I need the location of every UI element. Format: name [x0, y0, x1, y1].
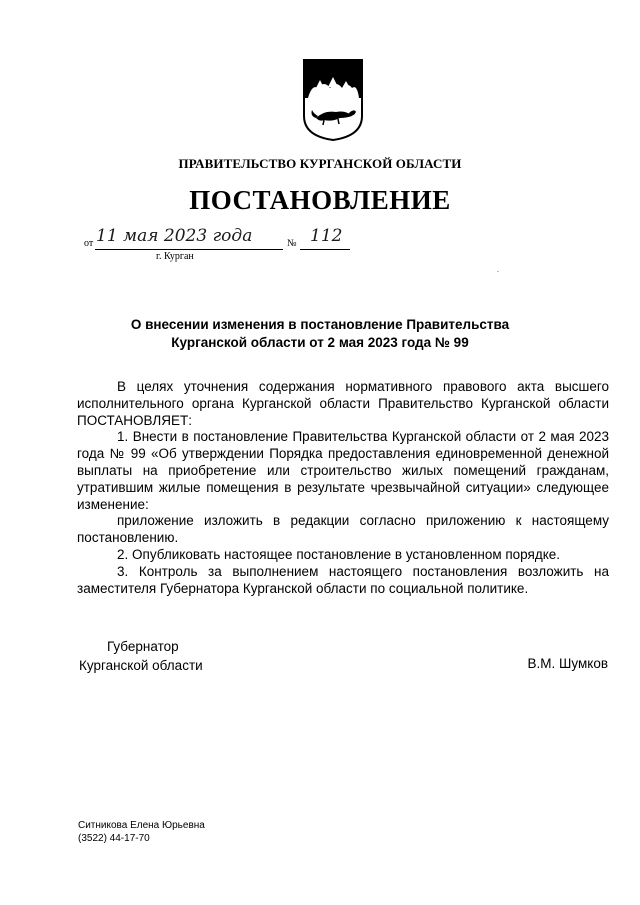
- clause-1-paragraph: 1. Внести в постановление Правительства Курганской области от 2 мая 2023 года № 99 «Об утверждении Порядка предоставления единовременной денежной выплаты на приобретение или строительство жилых помещений гражданам, утратившим жилые помещения в результате чрезвычайной ситуации» следующее изменение:: [77, 429, 609, 512]
- document-body: [77, 379, 609, 597]
- scan-speck: [497, 271, 499, 272]
- kurgan-oblast-coat-of-arms-icon: [302, 58, 364, 142]
- government-title: ПРАВИТЕЛЬСТВО КУРГАНСКОЙ ОБЛАСТИ: [178, 156, 462, 171]
- executor-footer: [78, 819, 205, 845]
- date-prefix: от: [84, 238, 94, 249]
- number-underline: [300, 249, 350, 250]
- date-underline: [95, 249, 283, 250]
- document-subject: [100, 316, 540, 352]
- number-prefix: №: [287, 238, 297, 249]
- dateline: [84, 228, 364, 270]
- document-type-title: ПОСТАНОВЛЕНИЕ: [189, 185, 451, 215]
- executor-phone: (3522) 44-17-70: [78, 833, 150, 844]
- signatory-name: В.М. Шумков: [527, 656, 608, 671]
- city-label: г. Курган: [156, 251, 194, 262]
- handwritten-date: 11 мая 2023 года: [96, 226, 253, 246]
- position-line-2: Курганской области: [79, 658, 203, 673]
- handwritten-number: 112: [310, 226, 343, 246]
- clause-3-paragraph: 3. Контроль за выполнением настоящего постановления возложить на заместителя Губернатора Курганской области по социальной политике.: [77, 563, 609, 596]
- signatory-position: [79, 637, 203, 675]
- subject-line-1: О внесении изменения в постановление Правительства: [130, 317, 510, 332]
- executor-name: Ситникова Елена Юрьевна: [78, 820, 205, 831]
- subject-line-2: Курганской области от 2 мая 2023 года № 99: [171, 335, 469, 350]
- clause-1-text: приложение изложить в редакции согласно приложению к настоящему постановлению.: [77, 513, 609, 546]
- clause-2-paragraph: 2. Опубликовать настоящее постановление в установленном порядке.: [117, 546, 561, 562]
- preamble-paragraph: В целях уточнения содержания нормативного правового акта высшего исполнительного органа Курганской области Правительство Курганской области ПОСТАНОВЛЯЕТ:: [77, 379, 609, 428]
- position-line-1: Губернатор: [107, 639, 179, 654]
